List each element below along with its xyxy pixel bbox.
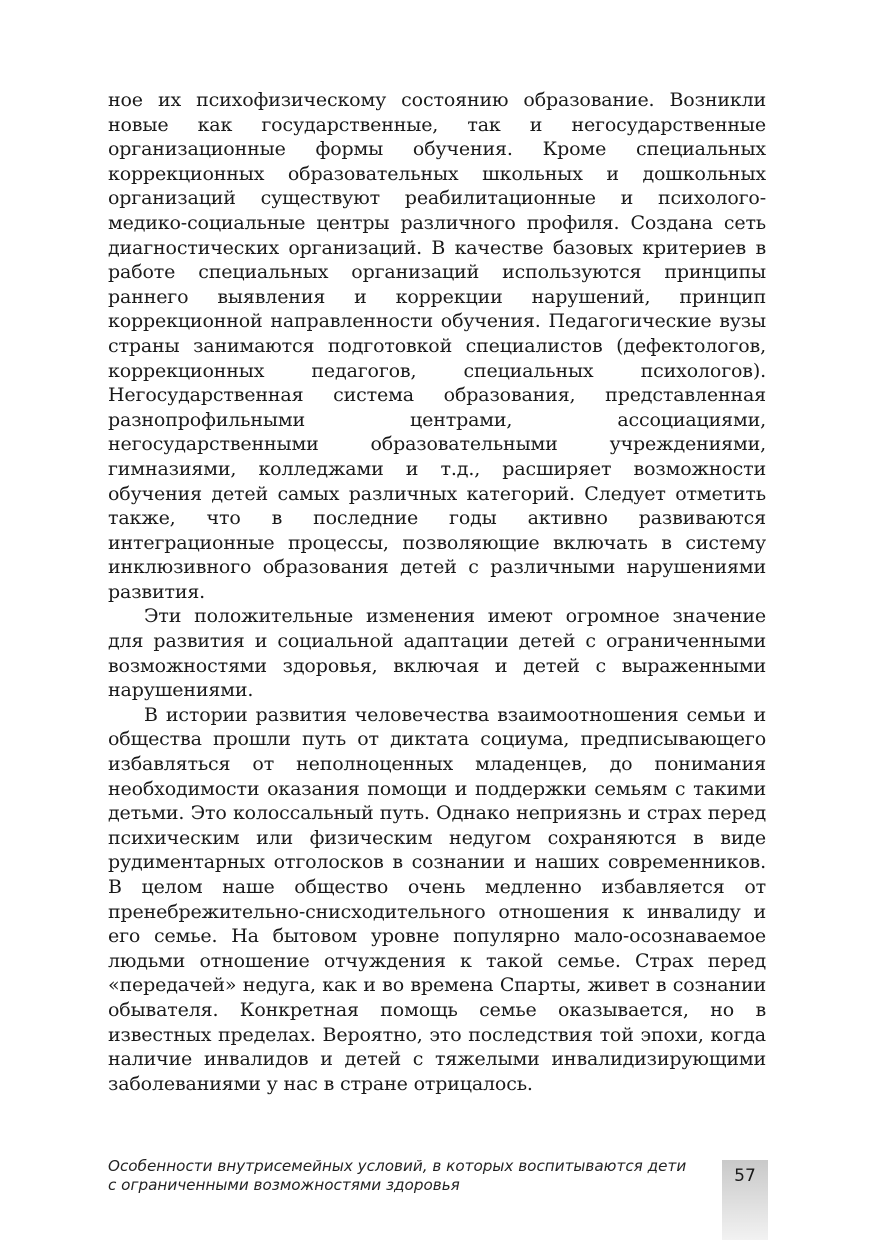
paragraph-continued: ное их психофизическому состоянию образование. Возникли новые как государственные, так и негосударственные организационные формы обучения. Кроме специальных коррекционных образовательных школьных и дошкольных организаций существуют реабилитационные и психолого-медико-социальные центры различного профиля. Создана сеть диагностических организаций. В качестве базовых критериев в работе специальных организаций используются принципы раннего выявления и коррекции нарушений, принцип коррекционной направленности обучения. Педагогические вузы страны занимаются подготовкой специалистов (дефектологов, коррекционных педагогов, специальных психологов). Негосударственная система образования, представленная разнопрофильными центрами, ассоциациями, негосударственными образовательными учреждениями, гимназиями, колледжами и т.д., расширяет возможности обучения детей самых различных категорий. Следует отметить также, что в последние годы активно развиваются интеграционные процессы, позволяющие включать в систему инклюзивного образования детей с различными нарушениями развития.: [108, 89, 766, 603]
paragraph-history: В истории развития человечества взаимоотношения семьи и общества прошли путь от диктата социума, предписывающего избавляться от неполноценных младенцев, до понимания необходимости оказания помощи и поддержки семьям с такими детьми. Это колоссальный путь. Однако неприязнь и страх перед психическим или физическим недугом сохраняются в виде рудиментарных отголосков в сознании и наших современников. В целом наше общество очень медленно избавляется от пренебрежительно-снисходительного отношения к инвалиду и его семье. На бытовом уровне популярно мало-осознаваемое людьми отношение отчуждения к такой семье. Страх перед «передачей» недуга, как и во времена Спарты, живет в сознании обывателя. Конкретная помощь семье оказывается, но в известных пределах. Вероятно, это последствия той эпохи, когда наличие инвалидов и детей с тяжелыми инвалидизирующими заболеваниями у нас в стране отрицалось.: [108, 703, 766, 1095]
page-number: 57: [734, 1166, 756, 1186]
page-number-tab: [722, 1160, 768, 1240]
page-body: [108, 88, 766, 1096]
paragraph-positive-changes: Эти положительные изменения имеют огромное значение для развития и социальной адаптации детей с ограниченными возможностями здоровья, включая и детей с выраженными нарушениями.: [108, 605, 766, 702]
running-footer: [108, 1157, 698, 1195]
footer-title-line-1: Особенности внутрисемейных условий, в которых воспитываются дети: [108, 1157, 687, 1175]
footer-title-line-2: с ограниченными возможностями здоровья: [108, 1176, 460, 1194]
